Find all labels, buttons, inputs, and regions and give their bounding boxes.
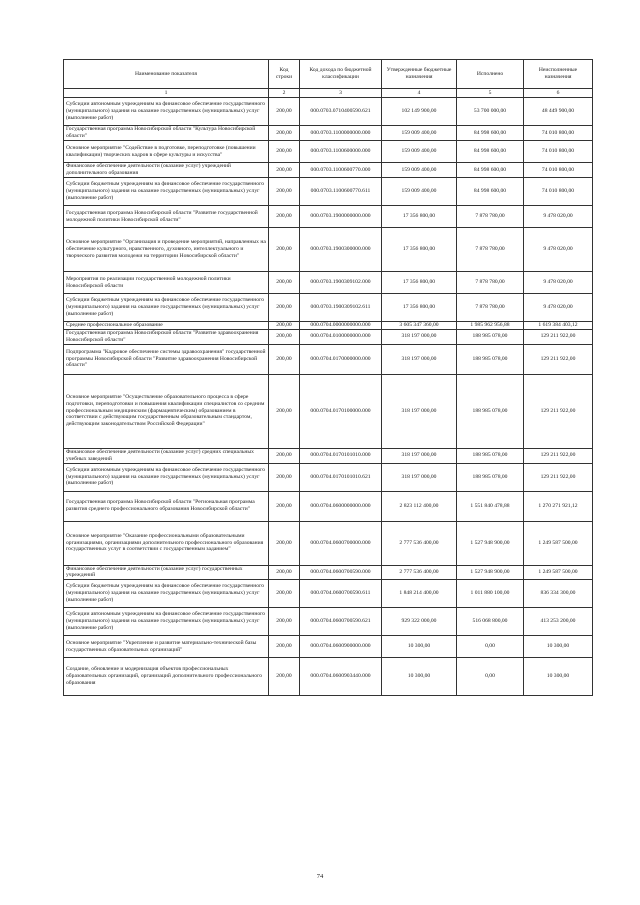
- row-code: 200,00: [269, 178, 300, 206]
- row-approved: 159 009 400,00: [382, 126, 457, 141]
- row-approved: 17 356 800,00: [382, 294, 457, 322]
- table-row: [64, 608, 593, 636]
- header-approved: Утвержденные бюджетные назначения: [382, 60, 457, 89]
- table-row: [64, 98, 593, 126]
- row-unexecuted: 836 334 300,00: [524, 580, 593, 608]
- row-name: Основное мероприятие "Организация и проведение мероприятий, направленных на обеспечение культурного, нравственного, духовного, интеллектуального и творческого развития молодежи на территории Новосибирской области": [64, 228, 269, 272]
- row-unexecuted: 9 478 020,00: [524, 272, 593, 294]
- row-unexecuted: 74 010 800,00: [524, 178, 593, 206]
- row-unexecuted: 74 010 800,00: [524, 126, 593, 141]
- row-income-code: 000.0703.1100600770.611: [300, 178, 382, 206]
- table-row: [64, 322, 593, 330]
- row-code: 200,00: [269, 521, 300, 565]
- row-code: 200,00: [269, 294, 300, 322]
- row-approved: 318 197 000,00: [382, 344, 457, 374]
- row-unexecuted: 9 478 020,00: [524, 206, 593, 228]
- table-row: [64, 294, 593, 322]
- page-number: 74: [316, 873, 324, 880]
- row-approved: 318 197 000,00: [382, 463, 457, 491]
- header-income-code: Код дохода по бюджетной классификации: [300, 60, 382, 89]
- row-income-code: 000.0704.0170100000.000: [300, 374, 382, 448]
- header-unexecuted: Неисполненные назначения: [524, 60, 593, 89]
- row-executed: 1 527 948 900,00: [457, 565, 524, 580]
- row-code: 200,00: [269, 98, 300, 126]
- table-row: [64, 228, 593, 272]
- table-row: [64, 330, 593, 345]
- row-approved: 102 149 900,00: [382, 98, 457, 126]
- table-row: [64, 126, 593, 141]
- row-name: Субсидии бюджетным учреждениям на финансовое обеспечение государственного (муниципального) задания на оказание государственных (муниципальных) услуг (выполнение работ): [64, 178, 269, 206]
- row-code: 200,00: [269, 658, 300, 696]
- table-row: [64, 206, 593, 228]
- row-income-code: 000.0704.0100000000.000: [300, 330, 382, 345]
- row-unexecuted: 1 249 587 500,00: [524, 521, 593, 565]
- row-unexecuted: 1 619 384 403,12: [524, 322, 593, 330]
- row-approved: 17 356 800,00: [382, 206, 457, 228]
- row-income-code: 000.0703.1100600770.000: [300, 163, 382, 178]
- row-executed: 188 985 078,00: [457, 463, 524, 491]
- row-executed: 1 985 962 956,88: [457, 322, 524, 330]
- row-name: Основное мероприятие "Осуществление образовательного процесса в сфере подготовки, переподготовки и повышения квалификации специалистов со средним профессиональным медицинским (фармацевтическим) образованием в соответствии с действующим государственным образовательным стандартом, действующим законодательством Российской Федерации": [64, 374, 269, 448]
- row-code: 200,00: [269, 330, 300, 345]
- row-income-code: 000.0704.0170000000.000: [300, 344, 382, 374]
- row-name: Субсидии автономным учреждениям на финансовое обеспечение государственного (муниципального) задания на оказание государственных (муниципальных) услуг (выполнение работ): [64, 98, 269, 126]
- row-unexecuted: 9 478 020,00: [524, 228, 593, 272]
- table-row: [64, 521, 593, 565]
- row-name: Субсидии бюджетным учреждениям на финансовое обеспечение государственного (муниципального) задания на оказание государственных (муниципальных) услуг (выполнение работ): [64, 580, 269, 608]
- row-executed: 84 998 600,00: [457, 126, 524, 141]
- row-unexecuted: 74 010 800,00: [524, 163, 593, 178]
- row-approved: 2 823 112 400,00: [382, 491, 457, 521]
- row-approved: 159 009 400,00: [382, 178, 457, 206]
- table-header-row: [64, 60, 593, 89]
- row-code: 200,00: [269, 228, 300, 272]
- row-code: 200,00: [269, 491, 300, 521]
- row-code: 200,00: [269, 636, 300, 658]
- table-row: [64, 658, 593, 696]
- row-income-code: 000.0704.0170101010.000: [300, 448, 382, 463]
- row-unexecuted: 129 211 922,00: [524, 448, 593, 463]
- table-row: [64, 344, 593, 374]
- column-number: 5: [457, 89, 524, 98]
- table-row: [64, 374, 593, 448]
- row-executed: 188 985 078,00: [457, 330, 524, 345]
- table-row: [64, 565, 593, 580]
- row-name: Субсидии автономным учреждениям на финансовое обеспечение государственного (муниципального) задания на оказание государственных (муниципальных) услуг (выполнение работ): [64, 463, 269, 491]
- row-name: Создание, обновление и модернизация объектов профессиональных образовательных организаций, организаций дополнительного профессионального образования: [64, 658, 269, 696]
- row-income-code: 000.0703.1900309102.611: [300, 294, 382, 322]
- row-name: Основное мероприятие "Оказание профессиональными образовательными организациями, организациями дополнительного профессионального образования государственных услуг в соответствии с государственным заданием": [64, 521, 269, 565]
- table-row: [64, 463, 593, 491]
- row-income-code: 000.0703.1900000000.000: [300, 206, 382, 228]
- row-name: Подпрограмма "Кадровое обеспечение системы здравоохранения" государственной программы Новосибирской области "Развитие здравоохранения Новосибирской области": [64, 344, 269, 374]
- row-unexecuted: 1 249 587 500,00: [524, 565, 593, 580]
- row-name: Среднее профессиональное образование: [64, 322, 269, 330]
- row-income-code: 000.0704.0600700590.000: [300, 565, 382, 580]
- row-income-code: 000.0704.0600900000.000: [300, 636, 382, 658]
- row-code: 200,00: [269, 322, 300, 330]
- header-code: Код строки: [269, 60, 300, 89]
- row-executed: 53 700 000,00: [457, 98, 524, 126]
- table-row: [64, 272, 593, 294]
- row-name: Финансовое обеспечение деятельности (оказание услуг) государственных учреждений: [64, 565, 269, 580]
- row-executed: 188 985 078,00: [457, 448, 524, 463]
- row-name: Финансовое обеспечение деятельности (оказание услуг) средних специальных учебных заведений: [64, 448, 269, 463]
- column-number: 6: [524, 89, 593, 98]
- row-approved: 318 197 000,00: [382, 374, 457, 448]
- header-name: Наименование показателя: [64, 60, 269, 89]
- row-executed: 7 878 780,00: [457, 272, 524, 294]
- row-code: 200,00: [269, 272, 300, 294]
- row-unexecuted: 1 270 271 921,12: [524, 491, 593, 521]
- row-approved: 2 777 536 400,00: [382, 521, 457, 565]
- budget-table-sheet: [63, 59, 592, 696]
- row-name: Государственная программа Новосибирской области "Культура Новосибирской области": [64, 126, 269, 141]
- budget-execution-table: [63, 59, 593, 696]
- row-executed: 188 985 078,00: [457, 344, 524, 374]
- row-approved: 2 777 536 400,00: [382, 565, 457, 580]
- row-approved: 159 009 400,00: [382, 163, 457, 178]
- row-code: 200,00: [269, 163, 300, 178]
- table-row: [64, 580, 593, 608]
- row-code: 200,00: [269, 448, 300, 463]
- row-executed: 0,00: [457, 658, 524, 696]
- row-unexecuted: 129 211 922,00: [524, 330, 593, 345]
- row-code: 200,00: [269, 126, 300, 141]
- row-name: Финансовое обеспечение деятельности (оказание услуг) учреждений дополнительного образования: [64, 163, 269, 178]
- row-income-code: 000.0704.0600700000.000: [300, 521, 382, 565]
- row-executed: 7 878 780,00: [457, 228, 524, 272]
- row-code: 200,00: [269, 206, 300, 228]
- row-executed: 84 998 600,00: [457, 141, 524, 163]
- row-income-code: 000.0704.0600000000.000: [300, 491, 382, 521]
- row-income-code: 000.0703.1100600000.000: [300, 141, 382, 163]
- row-executed: 188 985 078,00: [457, 374, 524, 448]
- row-approved: 159 009 400,00: [382, 141, 457, 163]
- column-number: 4: [382, 89, 457, 98]
- row-income-code: 000.0703.1900309102.000: [300, 272, 382, 294]
- row-code: 200,00: [269, 463, 300, 491]
- row-executed: 1 527 948 900,00: [457, 521, 524, 565]
- table-body: [64, 98, 593, 696]
- row-code: 200,00: [269, 580, 300, 608]
- row-income-code: 000.0704.0600700590.621: [300, 608, 382, 636]
- header-executed: Исполнено: [457, 60, 524, 89]
- row-unexecuted: 48 449 900,00: [524, 98, 593, 126]
- row-name: Государственная программа Новосибирской области "Развитие государственной молодежной политики Новосибирской области": [64, 206, 269, 228]
- row-executed: 84 998 600,00: [457, 178, 524, 206]
- table-row: [64, 141, 593, 163]
- table-row: [64, 491, 593, 521]
- row-executed: 516 068 800,00: [457, 608, 524, 636]
- row-income-code: 000.0703.0710400590.621: [300, 98, 382, 126]
- row-income-code: 000.0704.0000000000.000: [300, 322, 382, 330]
- row-executed: 7 878 780,00: [457, 294, 524, 322]
- row-code: 200,00: [269, 608, 300, 636]
- row-name: Субсидии автономным учреждениям на финансовое обеспечение государственного (муниципального) задания на оказание государственных (муниципальных) услуг (выполнение работ): [64, 608, 269, 636]
- row-name: Государственная программа Новосибирской области "Развитие здравоохранения Новосибирской области": [64, 330, 269, 345]
- row-executed: 7 878 780,00: [457, 206, 524, 228]
- row-unexecuted: 9 478 020,00: [524, 294, 593, 322]
- row-executed: 84 998 600,00: [457, 163, 524, 178]
- row-approved: 10 300,00: [382, 636, 457, 658]
- row-name: Мероприятия по реализации государственной молодежной политики Новосибирской области: [64, 272, 269, 294]
- table-row: [64, 448, 593, 463]
- row-approved: 17 356 800,00: [382, 272, 457, 294]
- row-unexecuted: 129 211 922,00: [524, 374, 593, 448]
- table-row: [64, 636, 593, 658]
- row-income-code: 000.0703.1900300000.000: [300, 228, 382, 272]
- row-code: 200,00: [269, 565, 300, 580]
- row-unexecuted: 129 211 922,00: [524, 344, 593, 374]
- row-unexecuted: 10 300,00: [524, 658, 593, 696]
- column-number: 2: [269, 89, 300, 98]
- row-unexecuted: 129 211 922,00: [524, 463, 593, 491]
- row-unexecuted: 413 253 200,00: [524, 608, 593, 636]
- row-executed: 1 551 840 478,88: [457, 491, 524, 521]
- row-approved: 318 197 000,00: [382, 330, 457, 345]
- row-name: Государственная программа Новосибирской области "Региональная программа развития среднего профессионального образования Новосибирской области": [64, 491, 269, 521]
- row-approved: 318 197 000,00: [382, 448, 457, 463]
- row-code: 200,00: [269, 374, 300, 448]
- table-row: [64, 178, 593, 206]
- row-approved: 1 848 214 400,00: [382, 580, 457, 608]
- row-income-code: 000.0704.0600903440.000: [300, 658, 382, 696]
- row-code: 200,00: [269, 141, 300, 163]
- row-income-code: 000.0704.0170101010.621: [300, 463, 382, 491]
- table-row: [64, 163, 593, 178]
- row-income-code: 000.0703.1100000000.000: [300, 126, 382, 141]
- row-executed: 0,00: [457, 636, 524, 658]
- row-approved: 929 322 000,00: [382, 608, 457, 636]
- row-executed: 1 011 880 100,00: [457, 580, 524, 608]
- row-approved: 3 605 347 360,00: [382, 322, 457, 330]
- row-approved: 17 356 800,00: [382, 228, 457, 272]
- row-name: Основное мероприятие "Укрепление и развитие материально-технической базы государственных образовательных организаций": [64, 636, 269, 658]
- row-unexecuted: 10 300,00: [524, 636, 593, 658]
- row-approved: 10 300,00: [382, 658, 457, 696]
- column-number: 3: [300, 89, 382, 98]
- row-name: Основное мероприятие "Содействие в подготовке, переподготовке (повышении квалификации) творческих кадров в сфере культуры и искусства": [64, 141, 269, 163]
- row-unexecuted: 74 010 800,00: [524, 141, 593, 163]
- column-number: 1: [64, 89, 269, 98]
- row-name: Субсидии бюджетным учреждениям на финансовое обеспечение государственного (муниципального) задания на оказание государственных (муниципальных) услуг (выполнение работ): [64, 294, 269, 322]
- row-income-code: 000.0704.0600700590.611: [300, 580, 382, 608]
- row-code: 200,00: [269, 344, 300, 374]
- column-number-row: [64, 89, 593, 98]
